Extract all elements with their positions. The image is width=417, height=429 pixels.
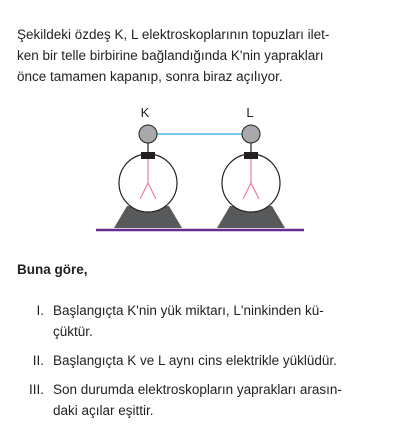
statement-2: [17, 350, 407, 371]
electroscope-k-insulator: [141, 152, 155, 159]
problem-line: önce tamamen kapanıp, sonra biraz açılıyor.: [17, 69, 283, 84]
statement-text: [53, 350, 337, 371]
electroscope-l-insulator: [244, 152, 258, 159]
statement-3: [17, 379, 407, 421]
electroscope-l: [217, 105, 285, 228]
statement-line: Başlangıçta K ve L aynı cins elektrikle yüklüdür.: [53, 353, 337, 368]
statement-number: II.: [32, 353, 44, 368]
statement-text: [53, 300, 324, 342]
statement-1: [17, 300, 407, 342]
problem-line: Şekildeki özdeş K, L elektroskoplarının topuzları ilet-: [17, 27, 330, 42]
problem-line: ken bir telle birbirine bağlandığında K'nin yaprakları: [17, 48, 324, 63]
statement-number: III.: [28, 382, 44, 397]
statement-line: çüktür.: [53, 324, 93, 339]
statement-text: [53, 379, 342, 421]
problem-statement: [17, 24, 407, 87]
statement-list: [17, 300, 407, 429]
question-title: Buna göre,: [17, 262, 88, 277]
electroscope-l-sphere: [242, 125, 260, 143]
electroscope-figure: [0, 100, 417, 245]
electroscope-k: [114, 105, 182, 228]
electroscope-k-sphere: [139, 125, 157, 143]
statement-number: I.: [36, 303, 44, 318]
statement-line: Son durumda elektroskopların yaprakları arasın-: [53, 382, 342, 397]
electroscope-k-label: K: [140, 105, 150, 120]
electroscope-l-label: L: [246, 105, 254, 120]
statement-line: daki açılar eşittir.: [53, 403, 154, 418]
statement-line: Başlangıçta K'nin yük miktarı, L'ninkinden kü-: [53, 303, 324, 318]
